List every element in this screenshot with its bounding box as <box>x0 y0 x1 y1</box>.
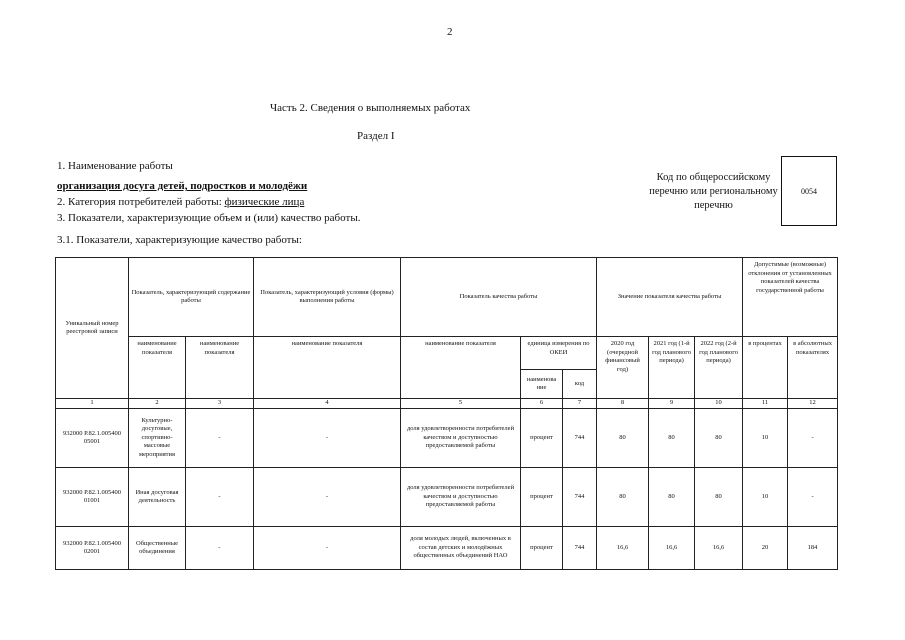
column-number: 7 <box>563 399 597 409</box>
value-2020: 16,6 <box>597 527 649 570</box>
deviation-absolute: - <box>788 409 838 468</box>
content-indicator-2: - <box>186 468 254 527</box>
table-row <box>56 468 838 527</box>
category-label: 2. Категория потребителей работы: <box>57 196 225 208</box>
header-year-2022: 2022 год (2-й год планового периода) <box>695 337 743 399</box>
header-year-2021: 2021 год (1-й год планового периода) <box>649 337 695 399</box>
code-label: Код по общероссийскому перечню или региональному перечню <box>649 172 778 211</box>
table-row <box>56 409 838 468</box>
deviation-absolute: - <box>788 468 838 527</box>
header-content-name-2: наименование показателя <box>186 337 254 399</box>
category-value: физические лица <box>224 196 305 208</box>
quality-table <box>55 257 838 570</box>
value-2021: 16,6 <box>649 527 695 570</box>
condition-indicator: - <box>254 409 401 468</box>
column-number: 3 <box>186 399 254 409</box>
value-2020: 80 <box>597 409 649 468</box>
value-2022: 80 <box>695 409 743 468</box>
header-conditions-name: наименование показателя <box>254 337 401 399</box>
value-2020: 80 <box>597 468 649 527</box>
unit-code: 744 <box>563 527 597 570</box>
column-number: 8 <box>597 399 649 409</box>
header-content-name-1: наименование показателя <box>129 337 186 399</box>
header-unit-code: код <box>563 370 597 399</box>
column-number: 1 <box>56 399 129 409</box>
header-indicator-name: наименование показателя <box>401 337 521 399</box>
column-number: 10 <box>695 399 743 409</box>
value-2021: 80 <box>649 468 695 527</box>
registry-number: 932000 Р.82.1.005400 05001 <box>56 409 129 468</box>
code-value: 0054 <box>801 186 817 196</box>
header-registry: Уникальный номер реестровой записи <box>56 258 129 399</box>
quality-indicator-name: доля молодых людей, включенных в состав детских и молодёжных общественных объединений НАО <box>401 527 521 570</box>
header-year-2020: 2020 год (очередной финансовый год) <box>597 337 649 399</box>
condition-indicator: - <box>254 527 401 570</box>
registry-number: 932000 Р.82.1.005400 02001 <box>56 527 129 570</box>
value-2022: 16,6 <box>695 527 743 570</box>
column-number: 6 <box>521 399 563 409</box>
column-number: 9 <box>649 399 695 409</box>
quality-label: 3.1. Показатели, характеризующие качество работы: <box>57 234 302 246</box>
unit-code: 744 <box>563 409 597 468</box>
header-content: Показатель, характеризующий содержание работы <box>129 258 254 337</box>
column-number-row <box>56 399 838 409</box>
column-number: 11 <box>743 399 788 409</box>
deviation-percent: 10 <box>743 468 788 527</box>
unit-code: 744 <box>563 468 597 527</box>
header-unit-name: наименова ние <box>521 370 563 399</box>
quality-indicator-name: доля удовлетворенности потребителей качеством и доступностью предоставляемой работы <box>401 468 521 527</box>
content-indicator-2: - <box>186 409 254 468</box>
work-name-value: организация досуга детей, подростков и молодёжи <box>57 180 308 192</box>
unit-name: процент <box>521 409 563 468</box>
deviation-absolute: 184 <box>788 527 838 570</box>
header-row-2 <box>56 337 838 370</box>
indicators-label: 3. Показатели, характеризующие объем и (или) качество работы. <box>57 212 361 224</box>
part-title: Часть 2. Сведения о выполняемых работах <box>270 102 471 114</box>
column-number: 5 <box>401 399 521 409</box>
table-row <box>56 527 838 570</box>
registry-number: 932000 Р.82.1.005400 01001 <box>56 468 129 527</box>
column-number: 4 <box>254 399 401 409</box>
header-conditions: Показатель, характеризующий условия (формы) выполнения работы <box>254 258 401 337</box>
header-percent: в процентах <box>743 337 788 399</box>
unit-name: процент <box>521 468 563 527</box>
value-2021: 80 <box>649 409 695 468</box>
header-values: Значение показателя качества работы <box>597 258 743 337</box>
header-absolute: в абсолютных показателях <box>788 337 838 399</box>
content-indicator-1: Иная досуговая деятельность <box>129 468 186 527</box>
page-number: 2 <box>447 26 453 38</box>
header-row-1 <box>56 258 838 337</box>
deviation-percent: 10 <box>743 409 788 468</box>
content-indicator-1: Общественные объединения <box>129 527 186 570</box>
value-2022: 80 <box>695 468 743 527</box>
unit-name: процент <box>521 527 563 570</box>
column-number: 2 <box>129 399 186 409</box>
content-indicator-1: Культурно-досуговые, спортивно-массовые мероприятия <box>129 409 186 468</box>
work-name-label: 1. Наименование работы <box>57 160 173 172</box>
header-deviations: Допустимые (возможные) отклонения от установленных показателей качества государственной работы <box>743 258 838 337</box>
header-quality-indicator: Показатель качества работы <box>401 258 597 337</box>
content-indicator-2: - <box>186 527 254 570</box>
category-line <box>57 196 304 208</box>
quality-indicator-name: доля удовлетворенности потребителей качеством и доступностью предоставляемой работы <box>401 409 521 468</box>
column-number: 12 <box>788 399 838 409</box>
header-unit: единица измерения по ОКЕИ <box>521 337 597 370</box>
code-box <box>781 156 837 226</box>
condition-indicator: - <box>254 468 401 527</box>
section-title: Раздел I <box>357 130 395 142</box>
deviation-percent: 20 <box>743 527 788 570</box>
